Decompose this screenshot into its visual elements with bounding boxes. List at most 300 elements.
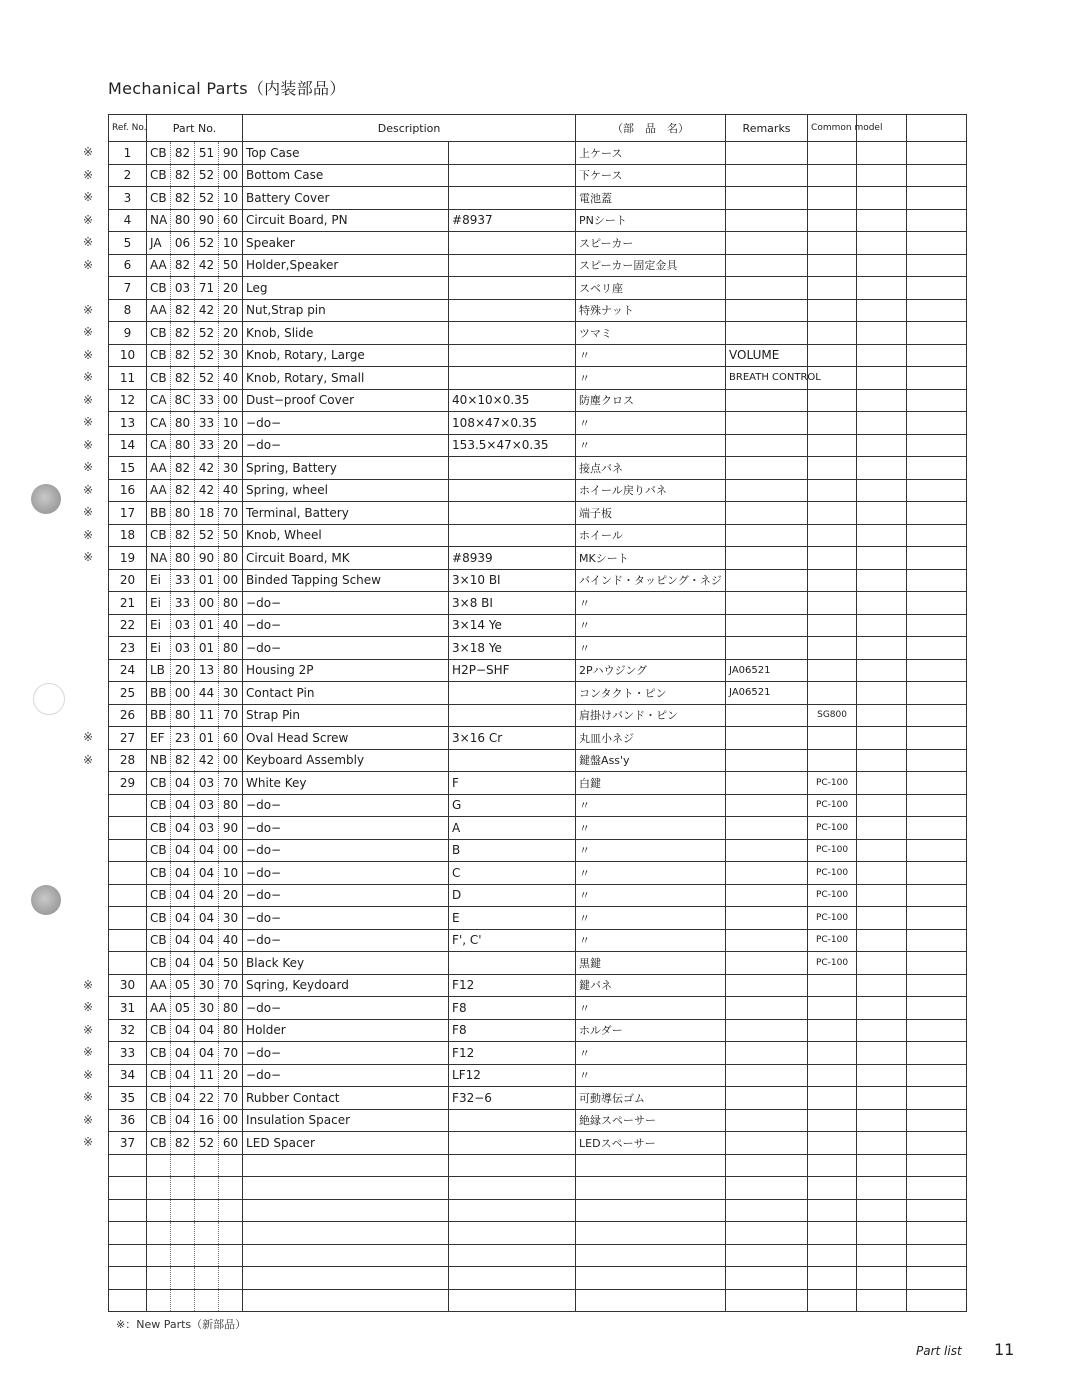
ref-no-cell (109, 592, 147, 615)
common-model-cell (808, 1087, 857, 1110)
part-no-segment: NA (147, 547, 171, 570)
blank-cell (449, 1177, 576, 1200)
spec-cell: 3×14 Ye (449, 614, 576, 637)
ref-no-cell (83, 974, 147, 997)
remarks-cell (726, 569, 808, 592)
part-no-segment: 04 (195, 884, 219, 907)
blank-cell (171, 1177, 195, 1200)
blank-cell (907, 727, 967, 750)
description-cell: LED Spacer (243, 1132, 449, 1155)
spec-cell: 3×8 BI (449, 592, 576, 615)
japanese-name-cell: 鍵バネ (576, 974, 726, 997)
ref-no: 24 (119, 663, 136, 678)
new-part-mark: ※ (83, 392, 94, 407)
description-cell: −do− (243, 637, 449, 660)
table-row (109, 322, 967, 345)
japanese-name-cell: 〃 (576, 1042, 726, 1065)
blank-cell (907, 344, 967, 367)
blank-cell (857, 142, 907, 165)
table-row (109, 254, 967, 277)
blank-cell (449, 1154, 576, 1177)
part-no-segment: 20 (219, 884, 243, 907)
blank-cell (857, 502, 907, 525)
blank-cell (907, 254, 967, 277)
blank-cell (857, 704, 907, 727)
header-description: Description (243, 115, 576, 142)
spec-cell: F12 (449, 1042, 576, 1065)
spec-cell: C (449, 862, 576, 885)
ref-no: 25 (119, 685, 136, 700)
part-no-segment: 82 (171, 524, 195, 547)
ref-no-cell (109, 569, 147, 592)
table-row (109, 929, 967, 952)
part-no-segment: 82 (171, 164, 195, 187)
blank-cell (195, 1244, 219, 1267)
ref-no-cell (83, 389, 147, 412)
new-part-mark: ※ (83, 1000, 94, 1014)
blank-cell (907, 1064, 967, 1087)
ref-no-cell (109, 839, 147, 862)
ref-no: 10 (119, 348, 136, 363)
remarks-cell (726, 232, 808, 255)
part-no-segment: 33 (195, 389, 219, 412)
part-no-segment: 80 (219, 637, 243, 660)
common-model-cell: PC-100 (808, 907, 857, 930)
blank-cell (808, 1199, 857, 1222)
part-no-segment: CB (147, 524, 171, 547)
common-model-cell (808, 299, 857, 322)
ref-no: 14 (119, 438, 136, 453)
part-no-segment: 10 (219, 862, 243, 885)
part-no-segment: 22 (195, 1087, 219, 1110)
blank-cell (857, 1289, 907, 1312)
description-cell: Knob, Wheel (243, 524, 449, 547)
part-no-segment: Ei (147, 569, 171, 592)
remarks-cell (726, 884, 808, 907)
remarks-cell (726, 637, 808, 660)
table-row (109, 1064, 967, 1087)
new-part-mark: ※ (83, 482, 94, 497)
japanese-name-cell: 〃 (576, 592, 726, 615)
blank-cell (857, 839, 907, 862)
blank-cell (449, 1222, 576, 1245)
blank-cell (195, 1177, 219, 1200)
description-cell: −do− (243, 997, 449, 1020)
ref-no-cell (83, 1019, 147, 1042)
common-model-cell (808, 569, 857, 592)
blank-cell (576, 1289, 726, 1312)
part-no-segment: 01 (195, 569, 219, 592)
table-row (109, 839, 967, 862)
spec-cell (449, 277, 576, 300)
new-part-mark: ※ (83, 437, 94, 452)
blank-cell (857, 367, 907, 390)
blank-cell (109, 1289, 147, 1312)
description-cell: −do− (243, 592, 449, 615)
description-cell: −do− (243, 839, 449, 862)
part-no-segment: 90 (219, 817, 243, 840)
empty-row (109, 1177, 967, 1200)
table-row (109, 187, 967, 210)
part-no-segment: AA (147, 254, 171, 277)
ref-no: 27 (119, 730, 136, 745)
table-row (109, 1087, 967, 1110)
ref-no: 35 (119, 1090, 136, 1105)
blank-cell (857, 389, 907, 412)
table-row (109, 1109, 967, 1132)
part-no-segment: 04 (195, 907, 219, 930)
header-blank (907, 115, 967, 142)
common-model-cell (808, 254, 857, 277)
remarks-cell (726, 412, 808, 435)
common-model-cell (808, 457, 857, 480)
japanese-name-cell: 可動導伝ゴム (576, 1087, 726, 1110)
blank-cell (857, 884, 907, 907)
common-model-cell (808, 164, 857, 187)
description-cell: Dust−proof Cover (243, 389, 449, 412)
table-row (109, 907, 967, 930)
blank-cell (907, 1019, 967, 1042)
common-model-cell: PC-100 (808, 952, 857, 975)
common-model-cell (808, 142, 857, 165)
blank-cell (907, 524, 967, 547)
blank-cell (171, 1199, 195, 1222)
spec-cell (449, 479, 576, 502)
part-no-segment: 04 (171, 1019, 195, 1042)
part-no-segment: 30 (195, 974, 219, 997)
common-model-cell: PC-100 (808, 839, 857, 862)
description-cell: Oval Head Screw (243, 727, 449, 750)
ref-no: 37 (119, 1135, 136, 1150)
ref-no-cell (83, 1064, 147, 1087)
empty-row (109, 1267, 967, 1290)
blank-cell (907, 322, 967, 345)
table-row (109, 614, 967, 637)
new-part-mark: ※ (83, 347, 94, 362)
description-cell: Holder,Speaker (243, 254, 449, 277)
spec-cell (449, 232, 576, 255)
header-part-no: Part No. (147, 115, 243, 142)
part-no-segment: 82 (171, 254, 195, 277)
part-no-segment: 00 (219, 1109, 243, 1132)
footer-section-label: Part list (916, 1344, 962, 1358)
blank-cell (857, 659, 907, 682)
blank-cell (907, 637, 967, 660)
blank-cell (907, 1132, 967, 1155)
common-model-cell (808, 1019, 857, 1042)
spec-cell: F8 (449, 1019, 576, 1042)
blank-cell (243, 1289, 449, 1312)
description-cell: Bottom Case (243, 164, 449, 187)
part-no-segment: CB (147, 839, 171, 862)
ref-no-cell (83, 502, 147, 525)
part-no-segment: EF (147, 727, 171, 750)
blank-cell (907, 1222, 967, 1245)
blank-cell (147, 1154, 171, 1177)
blank-cell (907, 704, 967, 727)
ref-no-cell (83, 164, 147, 187)
table-row (109, 344, 967, 367)
blank-cell (219, 1267, 243, 1290)
ref-no-cell (109, 862, 147, 885)
blank-cell (449, 1199, 576, 1222)
table-row (109, 997, 967, 1020)
part-no-segment: 03 (171, 277, 195, 300)
blank-cell (857, 907, 907, 930)
part-no-segment: CB (147, 1042, 171, 1065)
spec-cell (449, 952, 576, 975)
blank-cell (907, 569, 967, 592)
ref-no-cell (83, 142, 147, 165)
ref-no-cell (109, 907, 147, 930)
part-no-segment: 11 (195, 704, 219, 727)
part-no-segment: CB (147, 277, 171, 300)
ref-no: 33 (119, 1045, 136, 1060)
part-no-segment: 04 (195, 1019, 219, 1042)
blank-cell (907, 1267, 967, 1290)
part-no-segment: 05 (171, 974, 195, 997)
blank-cell (857, 1019, 907, 1042)
empty-row (109, 1244, 967, 1267)
new-part-mark: ※ (83, 190, 94, 204)
blank-cell (857, 1177, 907, 1200)
blank-cell (147, 1199, 171, 1222)
part-no-segment: 20 (171, 659, 195, 682)
description-cell: Rubber Contact (243, 1087, 449, 1110)
blank-cell (857, 1267, 907, 1290)
part-no-segment: 71 (195, 277, 219, 300)
blank-cell (219, 1199, 243, 1222)
common-model-cell: PC-100 (808, 794, 857, 817)
remarks-cell (726, 974, 808, 997)
blank-cell (576, 1267, 726, 1290)
spec-cell (449, 299, 576, 322)
remarks-cell (726, 187, 808, 210)
new-part-mark: ※ (83, 1090, 94, 1104)
table-row (109, 299, 967, 322)
blank-cell (808, 1177, 857, 1200)
japanese-name-cell: 鍵盤Ass'y (576, 749, 726, 772)
part-no-segment: 70 (219, 1042, 243, 1065)
ref-no-cell (83, 457, 147, 480)
part-no-segment: BB (147, 682, 171, 705)
table-row (109, 547, 967, 570)
blank-cell (449, 1244, 576, 1267)
blank-cell (907, 1244, 967, 1267)
japanese-name-cell: ホルダー (576, 1019, 726, 1042)
blank-cell (171, 1222, 195, 1245)
part-no-segment: CA (147, 389, 171, 412)
japanese-name-cell: ホイール戻りバネ (576, 479, 726, 502)
ref-no-cell (83, 232, 147, 255)
common-model-cell (808, 659, 857, 682)
new-part-mark: ※ (83, 527, 94, 542)
part-no-segment: CB (147, 862, 171, 885)
part-no-segment: 23 (171, 727, 195, 750)
remarks-cell (726, 839, 808, 862)
blank-cell (171, 1267, 195, 1290)
blank-cell (907, 997, 967, 1020)
blank-cell (808, 1154, 857, 1177)
ref-no-cell (83, 434, 147, 457)
japanese-name-cell: 上ケース (576, 142, 726, 165)
ref-no-cell (83, 412, 147, 435)
part-no-segment: 52 (195, 164, 219, 187)
part-no-segment: 18 (195, 502, 219, 525)
japanese-name-cell: 防塵クロス (576, 389, 726, 412)
spec-cell (449, 344, 576, 367)
part-no-segment: 52 (195, 322, 219, 345)
part-no-segment: 30 (195, 997, 219, 1020)
binder-hole-icon (31, 885, 61, 915)
blank-cell (907, 974, 967, 997)
blank-cell (576, 1177, 726, 1200)
spec-cell (449, 254, 576, 277)
remarks-cell (726, 524, 808, 547)
japanese-name-cell: 〃 (576, 794, 726, 817)
remarks-cell (726, 907, 808, 930)
blank-cell (857, 817, 907, 840)
new-part-mark: ※ (83, 235, 94, 249)
remarks-cell (726, 614, 808, 637)
ref-no-cell (83, 344, 147, 367)
japanese-name-cell: 下ケース (576, 164, 726, 187)
part-no-segment: 04 (171, 794, 195, 817)
blank-cell (726, 1222, 808, 1245)
binder-hole-icon (33, 683, 65, 715)
ref-no: 2 (123, 168, 132, 183)
part-no-segment: 82 (171, 299, 195, 322)
blank-cell (147, 1244, 171, 1267)
part-no-segment: CB (147, 1132, 171, 1155)
blank-cell (907, 547, 967, 570)
ref-no: 26 (119, 708, 136, 723)
spec-cell: #8939 (449, 547, 576, 570)
part-no-segment: CB (147, 187, 171, 210)
part-no-segment: 50 (219, 254, 243, 277)
spec-cell (449, 187, 576, 210)
description-cell: Sqring, Keydoard (243, 974, 449, 997)
japanese-name-cell: 特殊ナット (576, 299, 726, 322)
part-no-segment: 04 (171, 817, 195, 840)
common-model-cell (808, 614, 857, 637)
part-no-segment: 80 (219, 794, 243, 817)
japanese-name-cell: 端子板 (576, 502, 726, 525)
ref-no-cell (83, 187, 147, 210)
description-cell: Speaker (243, 232, 449, 255)
part-no-segment: CB (147, 907, 171, 930)
ref-no: 31 (119, 1000, 136, 1015)
japanese-name-cell: スピーカー (576, 232, 726, 255)
part-no-segment: CB (147, 794, 171, 817)
new-part-mark: ※ (83, 1067, 94, 1082)
blank-cell (808, 1222, 857, 1245)
remarks-cell (726, 997, 808, 1020)
blank-cell (195, 1289, 219, 1312)
part-no-segment: 52 (195, 344, 219, 367)
part-no-segment: NB (147, 749, 171, 772)
blank-cell (109, 1267, 147, 1290)
blank-cell (907, 479, 967, 502)
blank-cell (907, 592, 967, 615)
spec-cell: E (449, 907, 576, 930)
blank-cell (195, 1199, 219, 1222)
part-no-segment: AA (147, 479, 171, 502)
blank-cell (219, 1289, 243, 1312)
part-no-segment: 82 (171, 749, 195, 772)
common-model-cell (808, 997, 857, 1020)
new-part-mark: ※ (83, 167, 94, 182)
blank-cell (907, 1087, 967, 1110)
part-no-segment: 70 (219, 502, 243, 525)
blank-cell (857, 772, 907, 795)
blank-cell (907, 614, 967, 637)
blank-cell (109, 1244, 147, 1267)
new-part-mark: ※ (83, 977, 94, 992)
blank-cell (857, 929, 907, 952)
part-no-segment: 80 (171, 547, 195, 570)
common-model-cell (808, 232, 857, 255)
ref-no-cell (109, 614, 147, 637)
spec-cell (449, 1109, 576, 1132)
table-row (109, 637, 967, 660)
japanese-name-cell: バインド・タッピング・ネジ (576, 569, 726, 592)
part-no-segment: 04 (171, 952, 195, 975)
description-cell: −do− (243, 1042, 449, 1065)
part-no-segment: 42 (195, 457, 219, 480)
ref-no: 17 (119, 505, 136, 520)
blank-cell (857, 1132, 907, 1155)
part-no-segment: 80 (171, 704, 195, 727)
japanese-name-cell: 〃 (576, 637, 726, 660)
japanese-name-cell: 黒鍵 (576, 952, 726, 975)
blank-cell (857, 344, 907, 367)
spec-cell: #8937 (449, 209, 576, 232)
remarks-cell (726, 254, 808, 277)
blank-cell (243, 1244, 449, 1267)
blank-cell (857, 277, 907, 300)
spec-cell (449, 142, 576, 165)
table-row (109, 434, 967, 457)
spec-cell (449, 749, 576, 772)
ref-no: 1 (123, 145, 132, 160)
description-cell: −do− (243, 862, 449, 885)
new-part-mark: ※ (83, 1112, 94, 1127)
japanese-name-cell: 絶縁スペーサー (576, 1109, 726, 1132)
blank-cell (449, 1267, 576, 1290)
ref-no-cell (83, 322, 147, 345)
ref-no: 32 (119, 1023, 136, 1038)
japanese-name-cell: 〃 (576, 839, 726, 862)
part-no-segment: Ei (147, 637, 171, 660)
remarks-cell: VOLUME (726, 344, 808, 367)
remarks-cell (726, 929, 808, 952)
spec-cell: F32−6 (449, 1087, 576, 1110)
part-no-segment: 04 (195, 1042, 219, 1065)
part-no-segment: 03 (195, 772, 219, 795)
table-row (109, 502, 967, 525)
remarks-cell (726, 727, 808, 750)
ref-no-cell (83, 997, 147, 1020)
blank-cell (449, 1289, 576, 1312)
part-no-segment: 60 (219, 209, 243, 232)
part-no-segment: 20 (219, 1064, 243, 1087)
part-no-segment: 03 (195, 794, 219, 817)
blank-cell (907, 164, 967, 187)
japanese-name-cell: 〃 (576, 997, 726, 1020)
part-no-segment: 60 (219, 727, 243, 750)
description-cell: −do− (243, 929, 449, 952)
